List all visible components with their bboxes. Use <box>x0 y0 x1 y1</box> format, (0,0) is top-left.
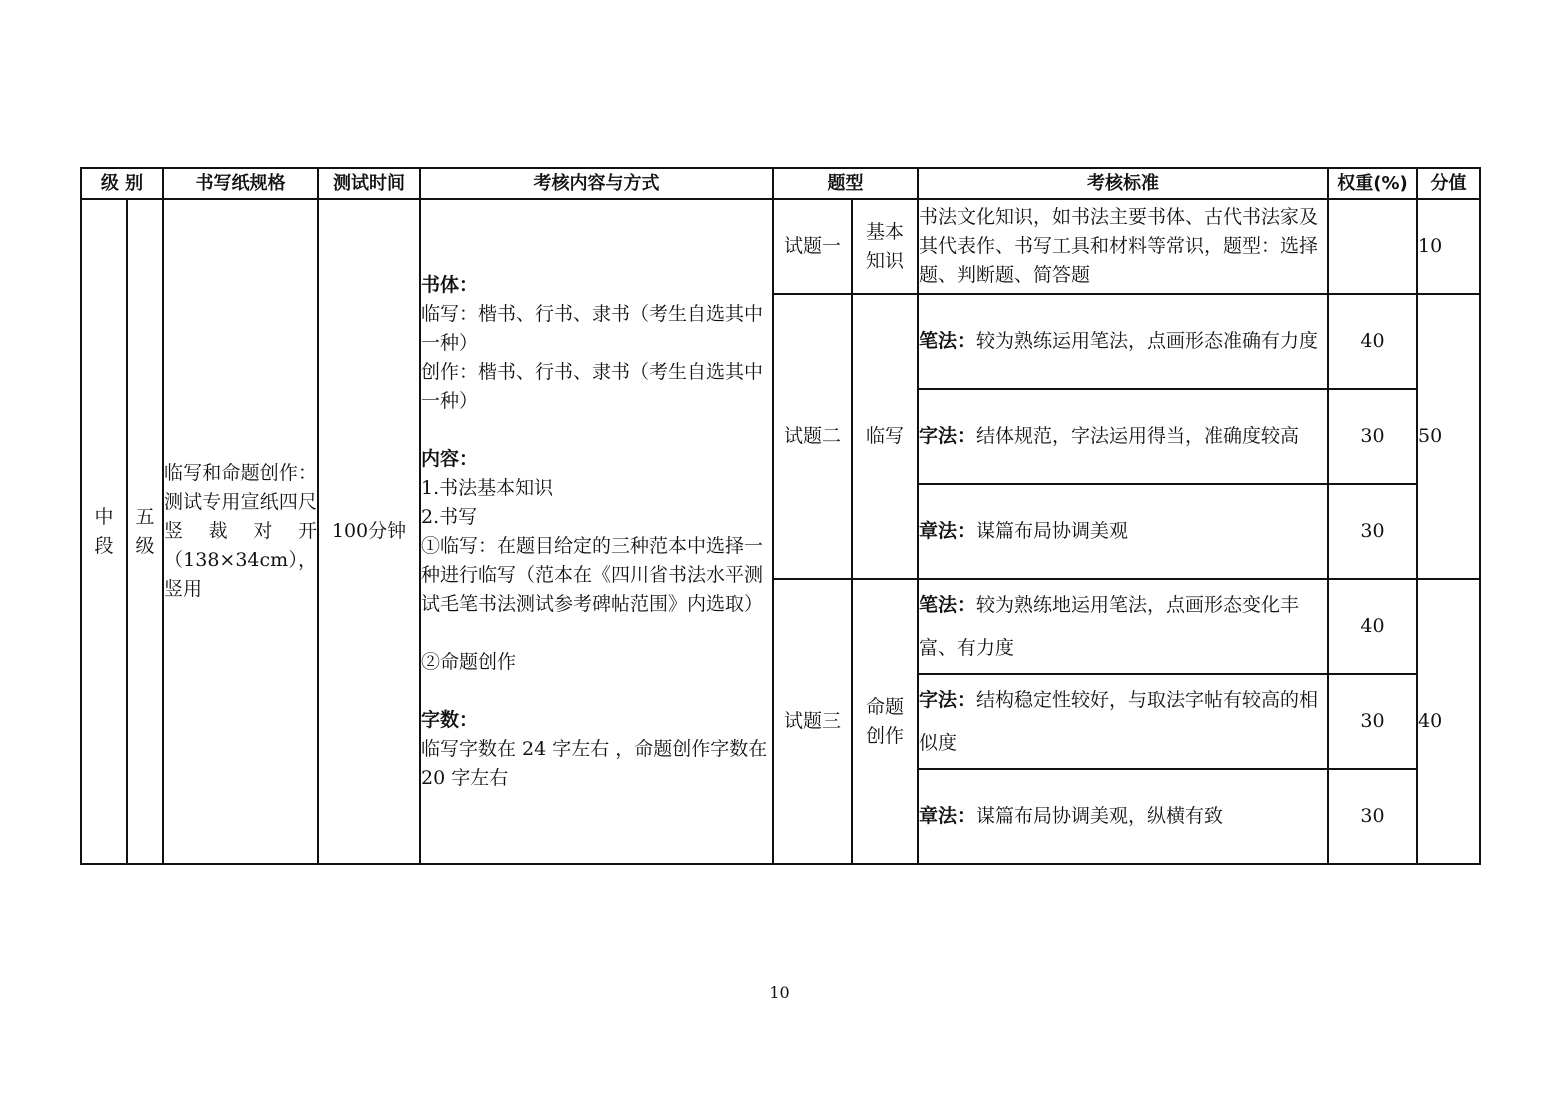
content-label: 内容： <box>421 447 479 470</box>
level-group-char-1: 中 <box>94 505 114 528</box>
content-item-2b: ②命题创作 <box>421 650 517 673</box>
level-grade-cell <box>127 199 163 864</box>
page-number: 10 <box>769 983 790 1002</box>
q3-criteria-3 <box>918 769 1328 864</box>
q3-weight-2: 30 <box>1328 674 1417 769</box>
q2-weight-3: 30 <box>1328 484 1417 579</box>
header-question-type: 题型 <box>773 168 918 199</box>
script-label: 书体： <box>421 273 479 296</box>
header-weight: 权重(%) <box>1328 168 1417 199</box>
q2-criteria-1-text: 较为熟练运用笔法，点画形态准确有力度 <box>976 330 1319 352</box>
q3-name: 试题三 <box>773 579 852 864</box>
paper-spec-cell: 临写和命题创作：测试专用宣纸四尺竖裁对开（138×34cm），竖用 <box>163 199 318 864</box>
header-criteria: 考核标准 <box>918 168 1328 199</box>
header-test-time: 测试时间 <box>318 168 420 199</box>
content-item-2a: ①临写：在题目给定的三种范本中选择一种进行临写（范本在《四川省书法水平测试毛笔书法测试参考碑帖范围》内选取） <box>421 534 764 615</box>
count-label: 字数： <box>421 708 479 731</box>
q3-criteria-1-label: 笔法： <box>919 593 977 616</box>
q2-name: 试题二 <box>773 294 852 579</box>
q1-row <box>81 199 1480 294</box>
content-item-1: 1.书法基本知识 <box>421 476 554 499</box>
content-item-2: 2.书写 <box>421 505 478 528</box>
level-grade-char-2: 级 <box>135 534 155 557</box>
q3-type-line-1: 命题 <box>865 695 904 718</box>
q3-criteria-3-text: 谋篇布局协调美观，纵横有致 <box>976 805 1224 827</box>
q3-type-line-2: 创作 <box>865 724 904 747</box>
q2-type: 临写 <box>852 294 918 579</box>
q2-weight-1: 40 <box>1328 294 1417 389</box>
header-content-method: 考核内容与方式 <box>420 168 773 199</box>
q2-criteria-1 <box>918 294 1328 389</box>
count-text: 临写字数在 24 字左右 ，命题创作字数在 20 字左右 <box>421 737 768 789</box>
q3-criteria-2 <box>918 674 1328 769</box>
q3-criteria-1 <box>918 579 1328 674</box>
q3-weight-1: 40 <box>1328 579 1417 674</box>
level-group-cell <box>81 199 127 864</box>
header-level: 级 别 <box>81 168 163 199</box>
test-time-cell: 100分钟 <box>318 199 420 864</box>
assessment-table <box>80 167 1481 865</box>
q2-criteria-1-label: 笔法： <box>919 330 977 352</box>
q1-score: 10 <box>1417 199 1480 294</box>
level-grade-char-1: 五 <box>135 505 155 528</box>
q1-name: 试题一 <box>773 199 852 294</box>
q3-criteria-1-text: 较为熟练地运用笔法，点画形态变化丰富、有力度 <box>919 593 1300 659</box>
q2-criteria-2 <box>918 389 1328 484</box>
content-method-cell <box>420 199 773 864</box>
q2-weight-2: 30 <box>1328 389 1417 484</box>
q2-score: 50 <box>1417 294 1480 579</box>
lin-line: 临写：楷书、行书、隶书（考生自选其中一种） <box>421 302 764 354</box>
header-paper-spec: 书写纸规格 <box>163 168 318 199</box>
q2-criteria-3-label: 章法： <box>919 520 977 542</box>
q2-criteria-2-label: 字法： <box>919 425 977 447</box>
level-group-char-2: 段 <box>94 534 114 557</box>
q3-criteria-2-text: 结构稳定性较好，与取法字帖有较高的相似度 <box>919 688 1319 754</box>
header-row <box>81 168 1480 199</box>
q3-criteria-3-label: 章法： <box>919 805 977 827</box>
create-line: 创作：楷书、行书、隶书（考生自选其中一种） <box>421 360 764 412</box>
q3-type <box>852 579 918 864</box>
q3-criteria-2-label: 字法： <box>919 688 977 711</box>
q3-weight-3: 30 <box>1328 769 1417 864</box>
q1-type <box>852 199 918 294</box>
q3-score: 40 <box>1417 579 1480 864</box>
q2-criteria-3-text: 谋篇布局协调美观 <box>976 520 1129 542</box>
q2-criteria-2-text: 结体规范，字法运用得当，准确度较高 <box>976 425 1300 447</box>
q2-criteria-3 <box>918 484 1328 579</box>
q1-criteria: 书法文化知识，如书法主要书体、古代书法家及其代表作、书写工具和材料等常识，题型：选择题、判断题、简答题 <box>918 199 1328 294</box>
q1-type-line-1: 基本 <box>865 220 904 243</box>
q1-weight <box>1328 199 1417 294</box>
q1-type-line-2: 知识 <box>865 249 904 272</box>
header-score: 分值 <box>1417 168 1480 199</box>
